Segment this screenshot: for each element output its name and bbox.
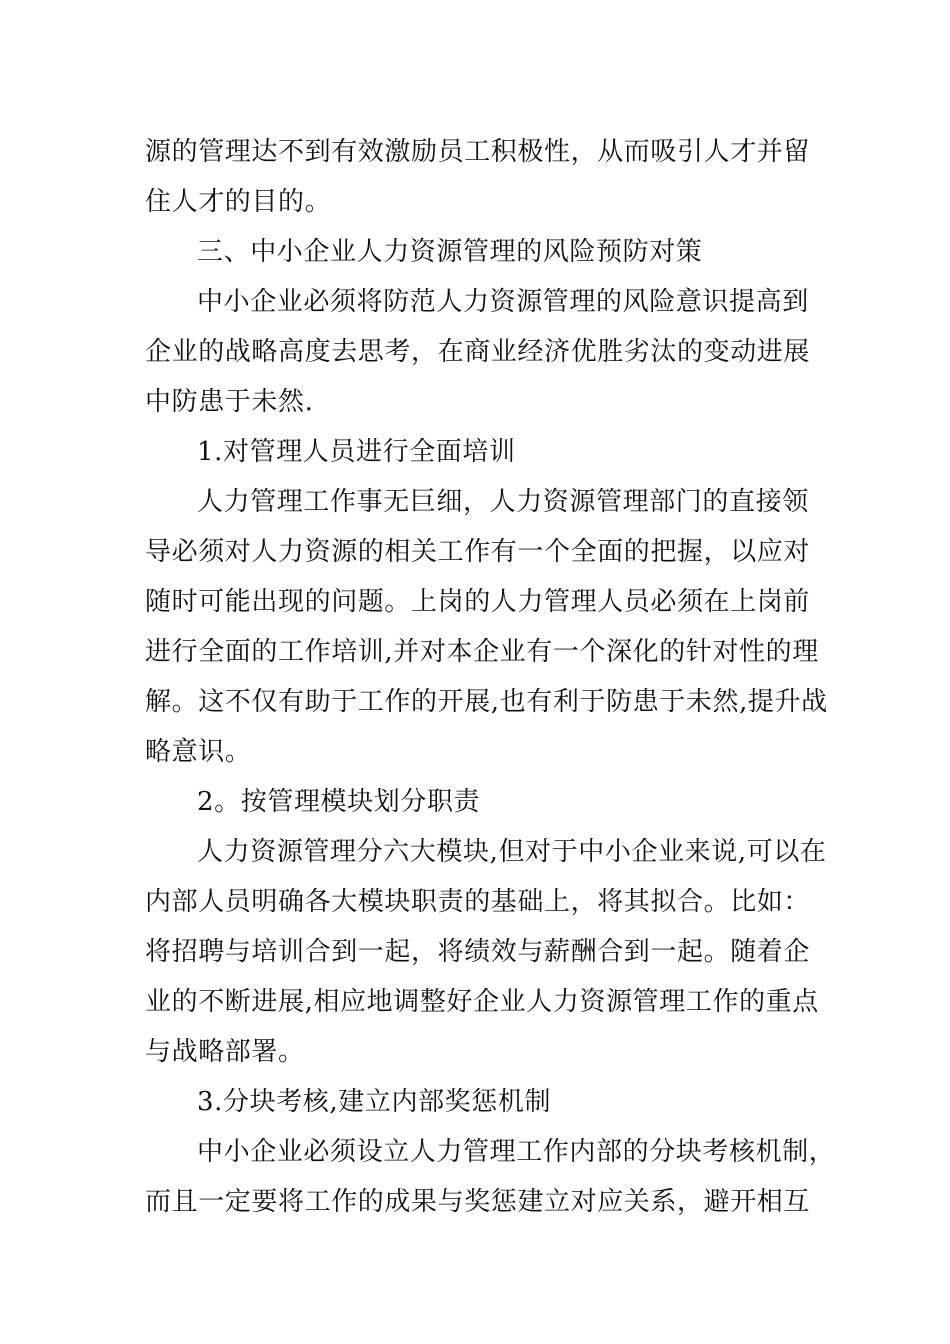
paragraph-line: 中小企业必须将防范人力资源管理的风险意识提高到 <box>197 287 809 317</box>
paragraph-line: 内部人员明确各大模块职责的基础上，将其拟合。比如： <box>145 887 811 917</box>
paragraph-line: 人力管理工作事无巨细，人力资源管理部门的直接领 <box>197 487 809 517</box>
paragraph-line: 中防患于未然. <box>145 387 314 417</box>
section-heading: 三、中小企业人力资源管理的风险预防对策 <box>197 237 703 267</box>
subsection-heading: 1.对管理人员进行全面培训 <box>197 437 516 467</box>
subsection-heading: 2。按管理模块划分职责 <box>197 787 481 817</box>
paragraph-line: 导必须对人力资源的相关工作有一个全面的把握，以应对 <box>145 537 811 567</box>
paragraph-line: 随时可能出现的问题。上岗的人力管理人员必须在上岗前 <box>145 587 811 617</box>
paragraph-line: 业的不断进展,相应地调整好企业人力资源管理工作的重点 <box>145 987 819 1017</box>
paragraph-line: 将招聘与培训合到一起，将绩效与薪酬合到一起。随着企 <box>145 937 811 967</box>
paragraph-line: 源的管理达不到有效激励员工积极性，从而吸引人才并留 <box>145 137 811 167</box>
paragraph-line: 住人才的目的。 <box>145 187 332 217</box>
paragraph-line: 进行全面的工作培训,并对本企业有一个深化的针对性的理 <box>145 637 819 667</box>
subsection-heading: 3.分块考核,建立内部奖惩机制 <box>197 1087 552 1117</box>
paragraph-line: 略意识。 <box>145 737 252 767</box>
paragraph-line: 而且一定要将工作的成果与奖惩建立对应关系，避开相互 <box>145 1187 811 1217</box>
paragraph-line: 解。这不仅有助于工作的开展,也有利于防患于未然,提升战 <box>145 687 828 717</box>
paragraph-line: 企业的战略高度去思考，在商业经济优胜劣汰的变动进展 <box>145 337 811 367</box>
paragraph-line: 与战略部署。 <box>145 1037 305 1067</box>
paragraph-line: 人力资源管理分六大模块,但对于中小企业来说,可以在 <box>197 837 827 867</box>
paragraph-line: 中小企业必须设立人力管理工作内部的分块考核机制， <box>197 1137 836 1167</box>
